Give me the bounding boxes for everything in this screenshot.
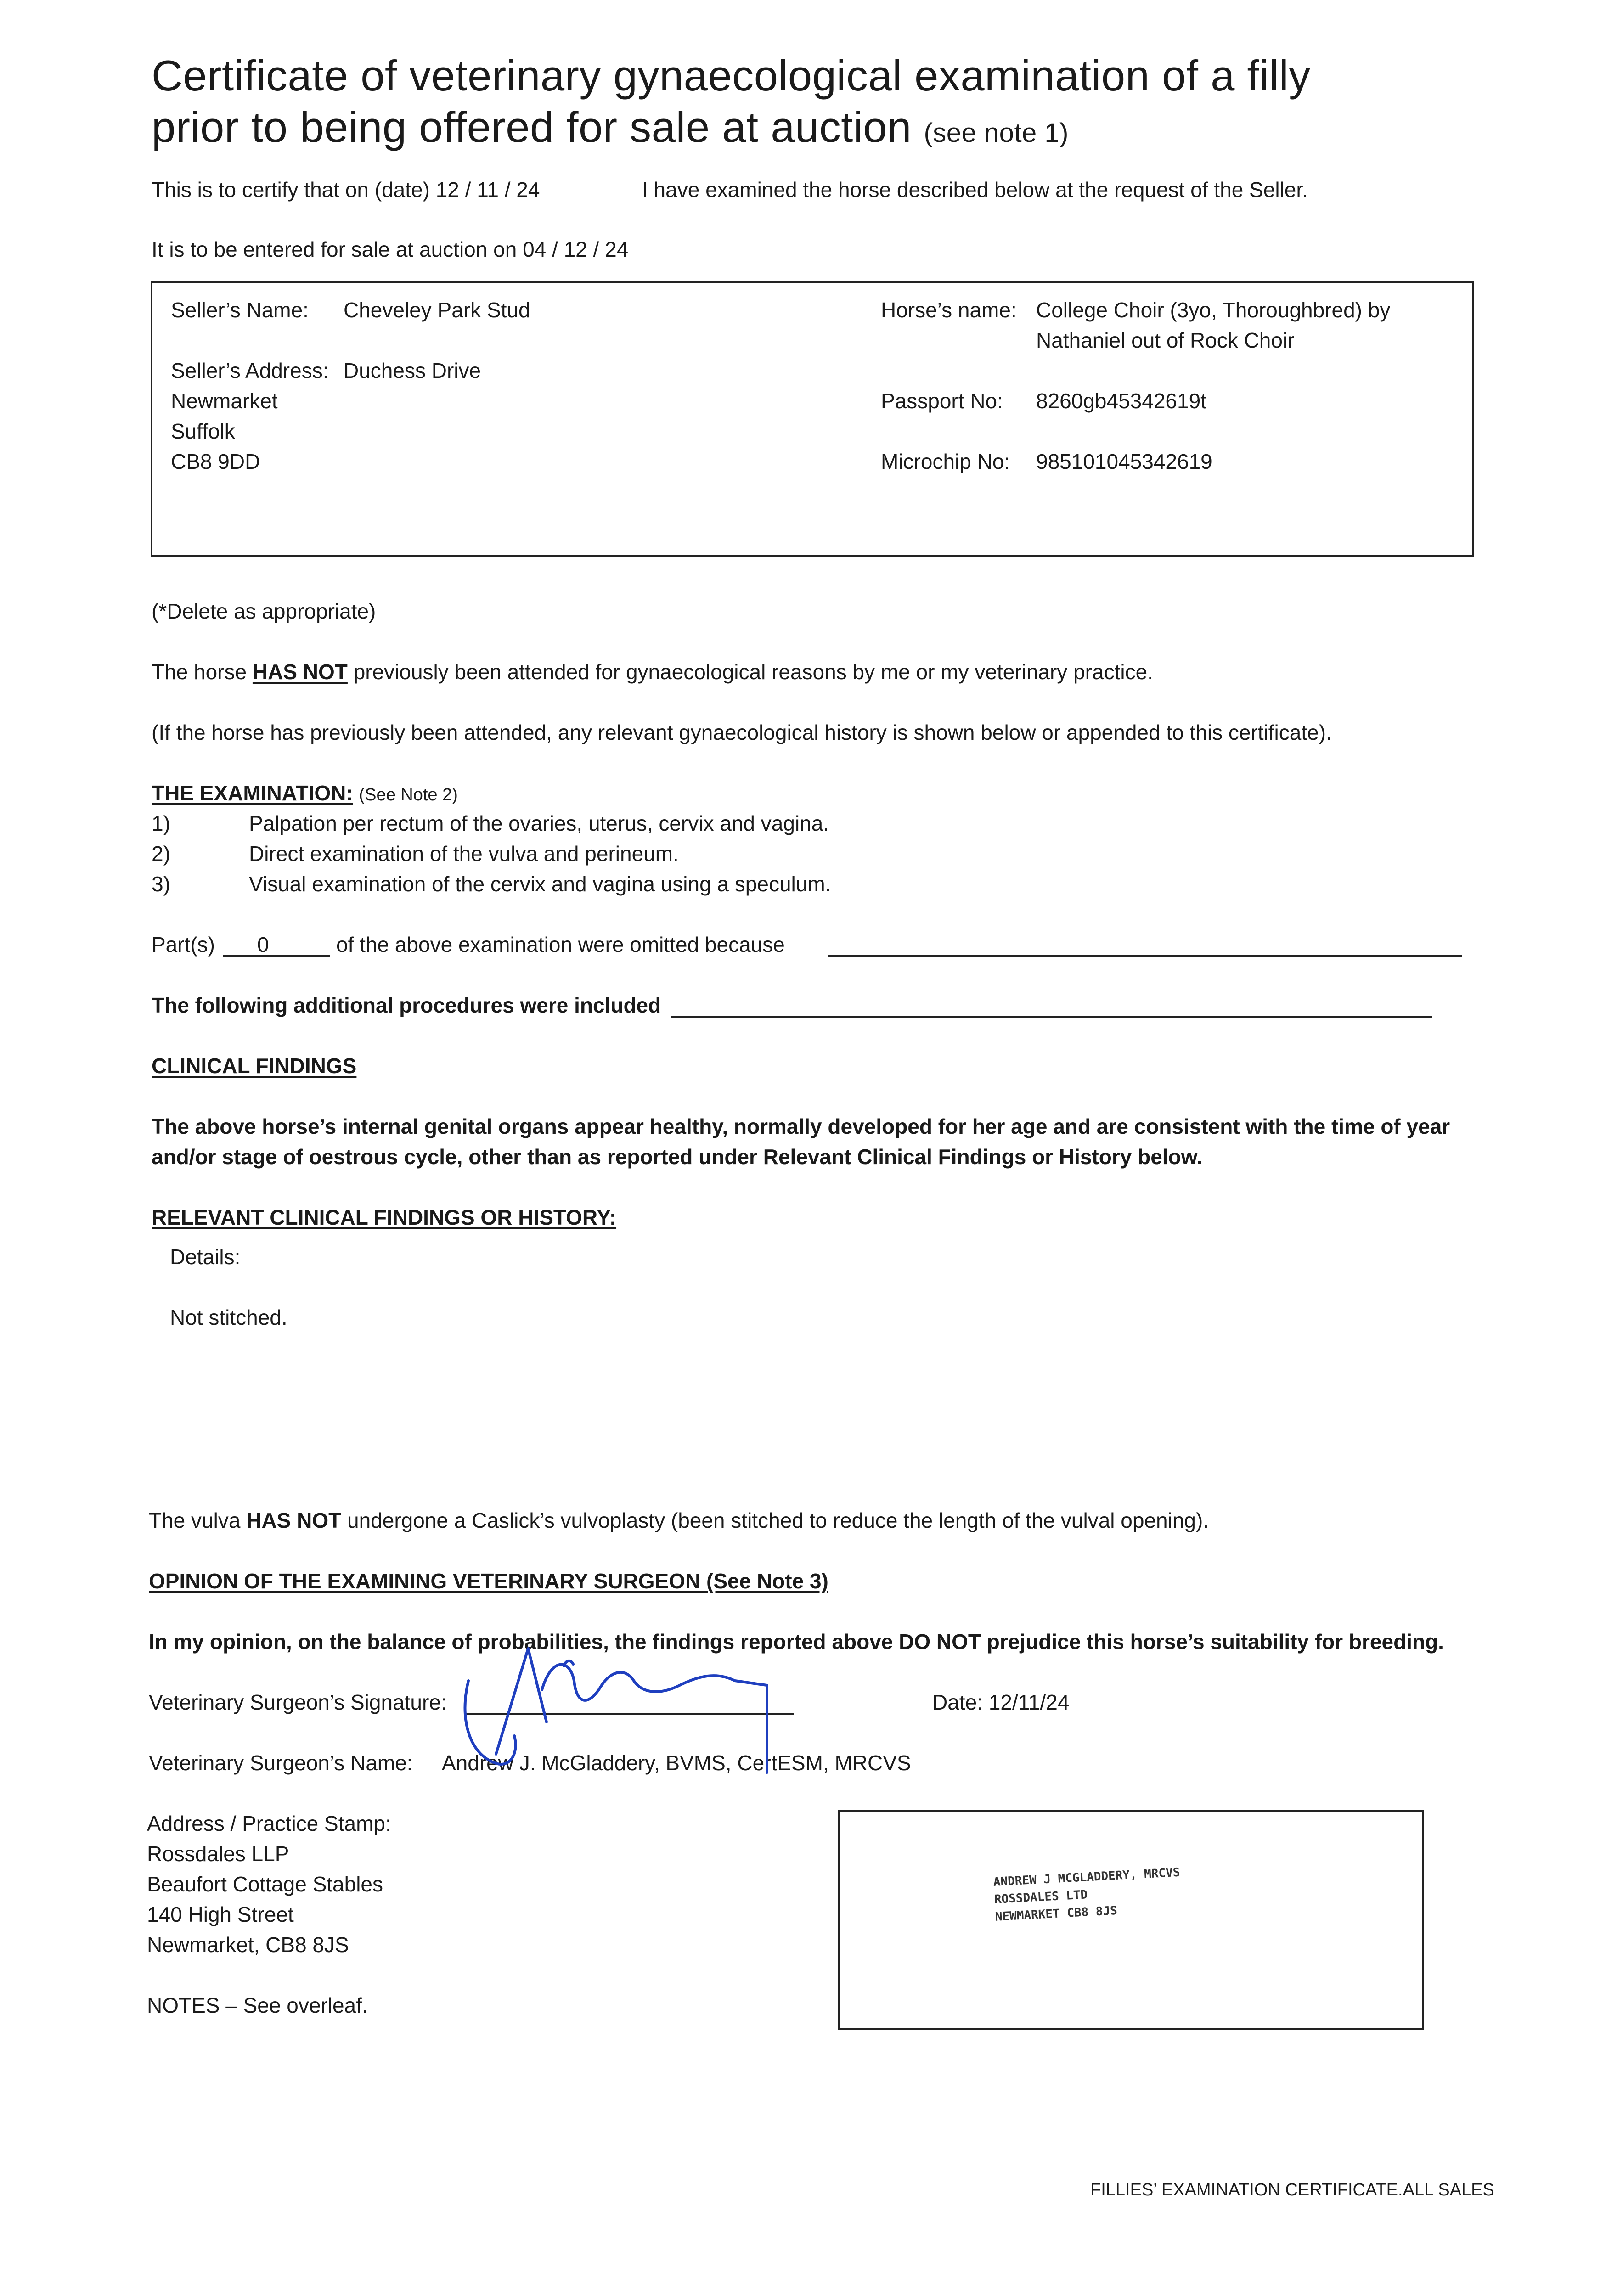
- notes-line: NOTES – See overleaf.: [147, 1993, 368, 2017]
- title-line-1: Certificate of veterinary gynaecological examination of a filly: [152, 51, 1311, 100]
- exam-item-1-text: Palpation per rectum of the ovaries, uterus, cervix and vagina.: [249, 811, 829, 835]
- opinion-text: In my opinion, on the balance of probabilities, the findings reported above DO NOT prejudice this horse’s suitability for breeding.: [149, 1630, 1444, 1654]
- exam-item-3-num: 3): [152, 872, 170, 896]
- vulva-status: HAS NOT: [246, 1508, 342, 1532]
- attended-status: HAS NOT: [252, 660, 348, 684]
- exam-item-2-num: 2): [152, 842, 170, 866]
- stamp-line-1: ANDREW J MCGLADDERY, MRCVS: [993, 1865, 1181, 1889]
- vulva-line: [149, 1505, 1209, 1536]
- parts-prefix: Part(s): [152, 933, 215, 957]
- signature-date-label: Date:: [932, 1690, 983, 1714]
- handwritten-signature: [450, 1616, 799, 1791]
- omitted-reason-line: [828, 955, 1462, 957]
- footer-text: FILLIES’ EXAMINATION CERTIFICATE.ALL SALES: [1090, 2180, 1494, 2200]
- examination-heading: THE EXAMINATION:: [152, 781, 353, 805]
- practice-line-1: Rossdales LLP: [147, 1842, 289, 1866]
- parts-value: 0: [257, 933, 269, 957]
- auction-line: [152, 234, 628, 264]
- details-label: Details:: [170, 1245, 241, 1269]
- practice-line-3: 140 High Street: [147, 1902, 294, 1926]
- microchip-label: Microchip No:: [881, 450, 1010, 473]
- seller-address-line-1: Duchess Drive: [344, 359, 481, 383]
- examination-heading-line: [152, 778, 458, 810]
- practice-stamp-box: [838, 1810, 1424, 2030]
- seller-address-line-3: Suffolk: [171, 419, 235, 443]
- passport-number: 8260gb45342619t: [1036, 389, 1206, 413]
- stamp-line-2: ROSSDALES LTD: [994, 1888, 1088, 1907]
- attended-prefix: The horse: [152, 660, 247, 684]
- history-note: (If the horse has previously been attended, any relevant gynaecological history is shown below or appended to this certificate).: [152, 720, 1332, 744]
- stamp-line-3: NEWMARKET CB8 8JS: [995, 1903, 1118, 1924]
- attended-line: [152, 657, 1153, 687]
- vulva-prefix: The vulva: [149, 1508, 241, 1532]
- exam-date: 12 / 11 / 24: [435, 178, 540, 202]
- surgeon-name: Andrew J. McGladdery, BVMS, CertESM, MRCVS: [442, 1751, 911, 1775]
- horse-name-line-2: Nathaniel out of Rock Choir: [1036, 328, 1295, 352]
- seller-address-line-4: CB8 9DD: [171, 450, 260, 473]
- opinion-heading: OPINION OF THE EXAMINING VETERINARY SURGEON (See Note 3): [149, 1569, 828, 1593]
- clinical-heading: CLINICAL FINDINGS: [152, 1054, 357, 1078]
- title-line-2: [152, 101, 1069, 159]
- passport-label: Passport No:: [881, 389, 1003, 413]
- practice-line-4: Newmarket, CB8 8JS: [147, 1933, 349, 1957]
- signature-date-line: [932, 1687, 1069, 1717]
- certify-prefix: This is to certify that on (date): [152, 178, 430, 202]
- title-line-2-text: prior to being offered for sale at auction: [152, 103, 912, 151]
- signature-label: Veterinary Surgeon’s Signature:: [149, 1690, 447, 1714]
- practice-line-2: Beaufort Cottage Stables: [147, 1872, 383, 1896]
- surgeon-name-label: Veterinary Surgeon’s Name:: [149, 1751, 413, 1775]
- additional-procedures: The following additional procedures were included: [152, 993, 661, 1017]
- seller-address-label: Seller’s Address:: [171, 359, 329, 383]
- exam-item-1-num: 1): [152, 811, 170, 835]
- exam-item-3-text: Visual examination of the cervix and vagina using a speculum.: [249, 872, 831, 896]
- seller-name: Cheveley Park Stud: [344, 298, 530, 322]
- seller-address-line-2: Newmarket: [171, 389, 278, 413]
- horse-name-line-1: College Choir (3yo, Thoroughbred) by: [1036, 298, 1391, 322]
- exam-item-2-text: Direct examination of the vulva and perineum.: [249, 842, 679, 866]
- practice-stamp: [993, 1864, 1182, 1926]
- horse-name-label: Horse’s name:: [881, 298, 1017, 322]
- delete-note: (*Delete as appropriate): [152, 599, 376, 623]
- examination-note: (See Note 2): [359, 785, 458, 805]
- practice-label: Address / Practice Stamp:: [147, 1812, 391, 1835]
- vulva-suffix: undergone a Caslick’s vulvoplasty (been stitched to reduce the length of the vulval opening).: [347, 1508, 1209, 1532]
- additional-procedures-line: [671, 1016, 1432, 1018]
- microchip-number: 985101045342619: [1036, 450, 1212, 473]
- auction-date: 04 / 12 / 24: [523, 237, 629, 261]
- parts-suffix: of the above examination were omitted because: [336, 933, 785, 957]
- clinical-text-line-1: The above horse’s internal genital organs appear healthy, normally developed for her age and are consistent with the time of year: [152, 1114, 1450, 1138]
- seller-name-label: Seller’s Name:: [171, 298, 309, 322]
- parts-value-line: [223, 955, 330, 957]
- details-text: Not stitched.: [170, 1306, 287, 1329]
- clinical-text-line-2: and/or stage of oestrous cycle, other than as reported under Relevant Clinical Findings or History below.: [152, 1145, 1203, 1169]
- certify-line: [152, 174, 540, 205]
- attended-suffix: previously been attended for gynaecological reasons by me or my veterinary practice.: [353, 660, 1153, 684]
- title-note: (see note 1): [924, 118, 1069, 148]
- auction-prefix: It is to be entered for sale at auction on: [152, 237, 517, 261]
- relevant-heading: RELEVANT CLINICAL FINDINGS OR HISTORY:: [152, 1205, 617, 1229]
- certify-suffix: I have examined the horse described below at the request of the Seller.: [642, 178, 1308, 202]
- signature-date: 12/11/24: [988, 1690, 1070, 1714]
